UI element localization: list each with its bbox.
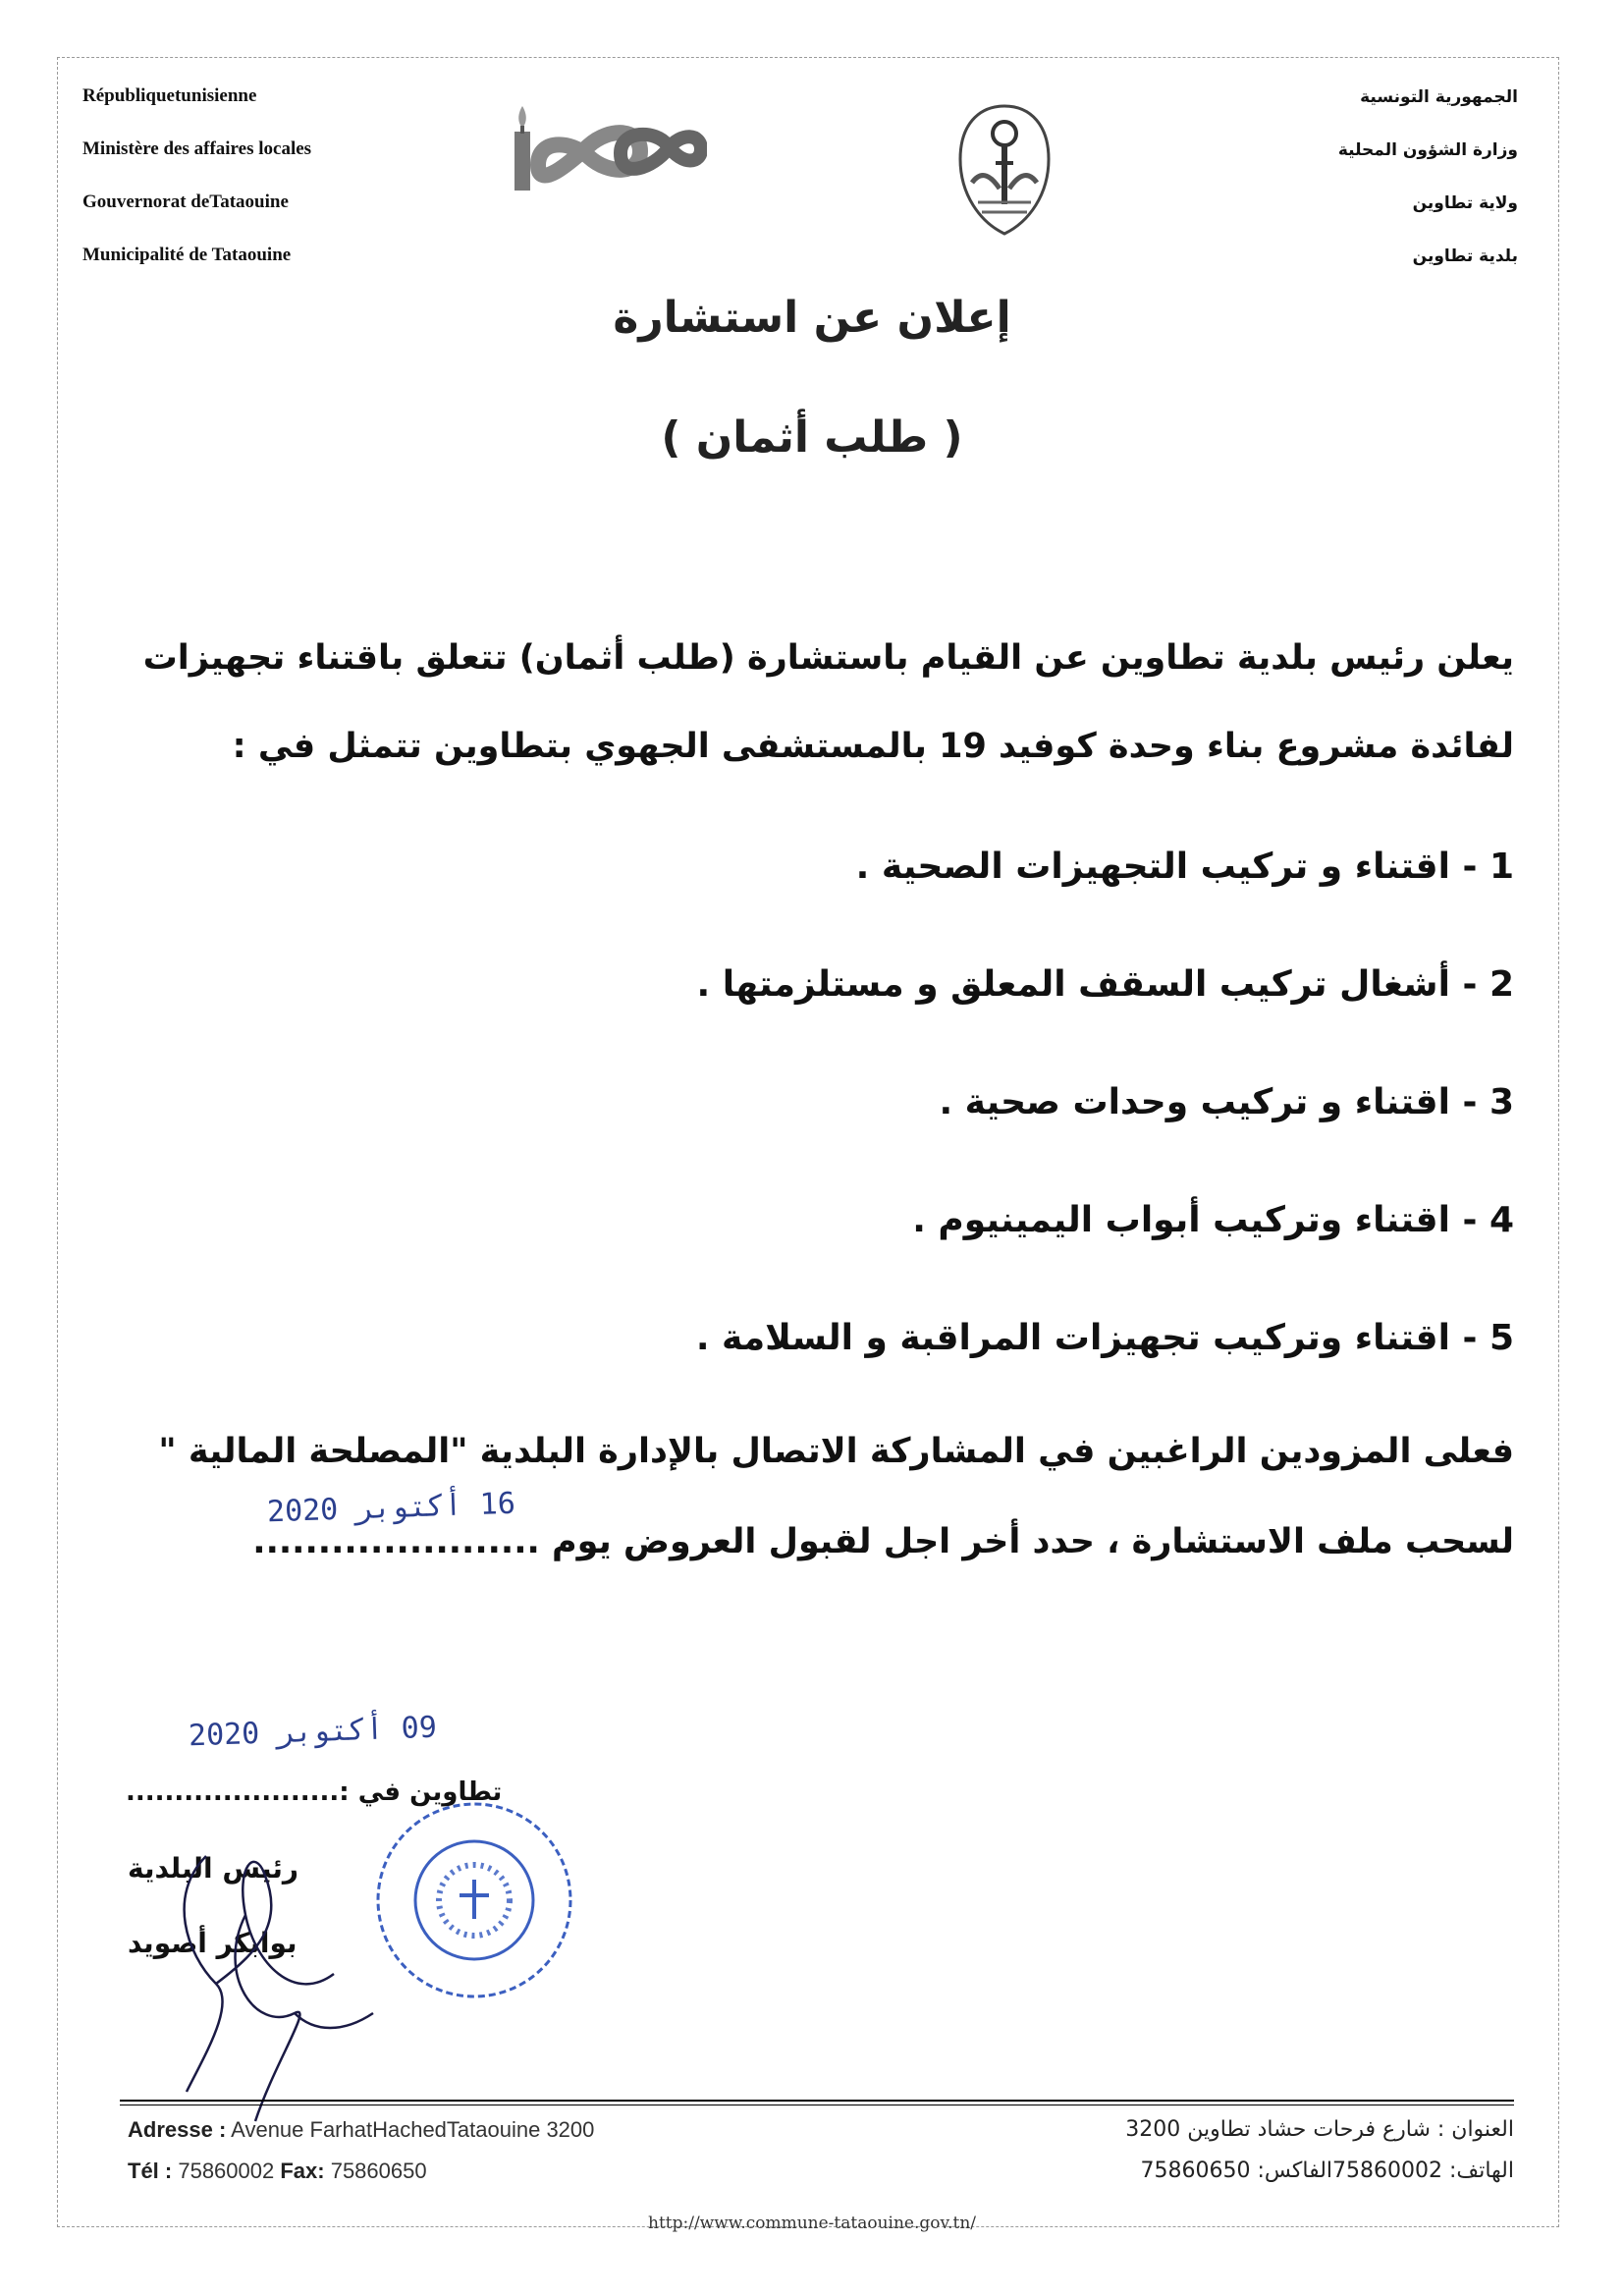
closing-line-2: لسحب ملف الاستشارة ، حدد أخر اجل لقبول العروض يوم ...................... — [252, 1522, 1514, 1561]
footer-phone-ar: الهاتف: 75860002الفاكس: 75860650 — [1140, 2159, 1514, 2183]
intro-line-1: يعلن رئيس بلدية تطاوين عن القيام باستشارة (طلب أثمان) تتعلق باقتناء تجهيزات — [142, 638, 1514, 678]
footer-phone-fr — [128, 2159, 427, 2184]
header-arabic — [1282, 84, 1518, 297]
document-subtitle: ( طلب أثمان ) — [661, 412, 963, 463]
list-item: 2 - أشغال تركيب السقف المعلق و مستلزمتها . — [696, 964, 1514, 1005]
signatory-name: بوابكر أصويد — [128, 1927, 298, 1959]
handwritten-signature — [147, 1836, 403, 2131]
centenary-100-logo — [511, 98, 707, 206]
list-item: 4 - اقتناء وتركيب أبواب اليمينيوم . — [912, 1200, 1514, 1240]
fax-value: 75860650 — [324, 2159, 427, 2183]
municipality-emblem-icon — [950, 100, 1058, 240]
header-french — [82, 84, 311, 297]
header-fr-ministry: Ministère des affaires locales — [82, 138, 312, 159]
footer-divider — [120, 2100, 1514, 2105]
address-label: Adresse : — [128, 2117, 227, 2142]
header-ar-ministry: وزارة الشؤون المحلية — [1337, 140, 1518, 160]
header-ar-governorate: ولاية تطاوين — [1412, 193, 1518, 213]
fax-label: Fax: — [280, 2159, 325, 2183]
list-item: 1 - اقتناء و تركيب التجهيزات الصحية . — [855, 847, 1514, 887]
closing-line-1: فعلى المزودين الراغبين في المشاركة الاتصال بالإدارة البلدية "المصلحة المالية " — [158, 1432, 1514, 1471]
intro-line-2: لفائدة مشروع بناء وحدة كوفيد 19 بالمستشفى الجهوي بتطاوين تتمثل في : — [232, 727, 1514, 766]
footer-address-ar: العنوان : شارع فرحات حشاد تطاوين 3200 — [1125, 2117, 1514, 2142]
list-item: 3 - اقتناء و تركيب وحدات صحية . — [939, 1082, 1514, 1122]
document-title: إعلان عن استشارة — [613, 293, 1011, 343]
header-fr-governorate: Gouvernorat deTataouine — [82, 191, 289, 212]
header-ar-republic: الجمهورية التونسية — [1360, 87, 1518, 107]
header-ar-municipality: بلدية تطاوين — [1412, 246, 1518, 266]
issue-date-stamp: 09 أكتوبر 2020 — [188, 1710, 438, 1754]
list-item: 5 - اقتناء وتركيب تجهيزات المراقبة و السلامة . — [695, 1318, 1514, 1358]
address-value: Avenue FarhatHachedTataouine 3200 — [226, 2117, 595, 2142]
deadline-date-stamp: 16 أكتوبر 2020 — [266, 1486, 516, 1530]
signature-place-date: تطاوين في :...................... — [126, 1777, 503, 1807]
footer-address-fr — [128, 2117, 594, 2143]
header-fr-republic: Républiquetunisienne — [82, 85, 257, 106]
website-url: http://www.commune-tataouine.gov.tn/ — [648, 2214, 976, 2233]
tel-label: Tél : — [128, 2159, 173, 2183]
tel-value: 75860002 — [172, 2159, 281, 2183]
signatory-role: رئيس البلدية — [128, 1852, 299, 1885]
header-fr-municipality: Municipalité de Tataouine — [82, 245, 292, 265]
